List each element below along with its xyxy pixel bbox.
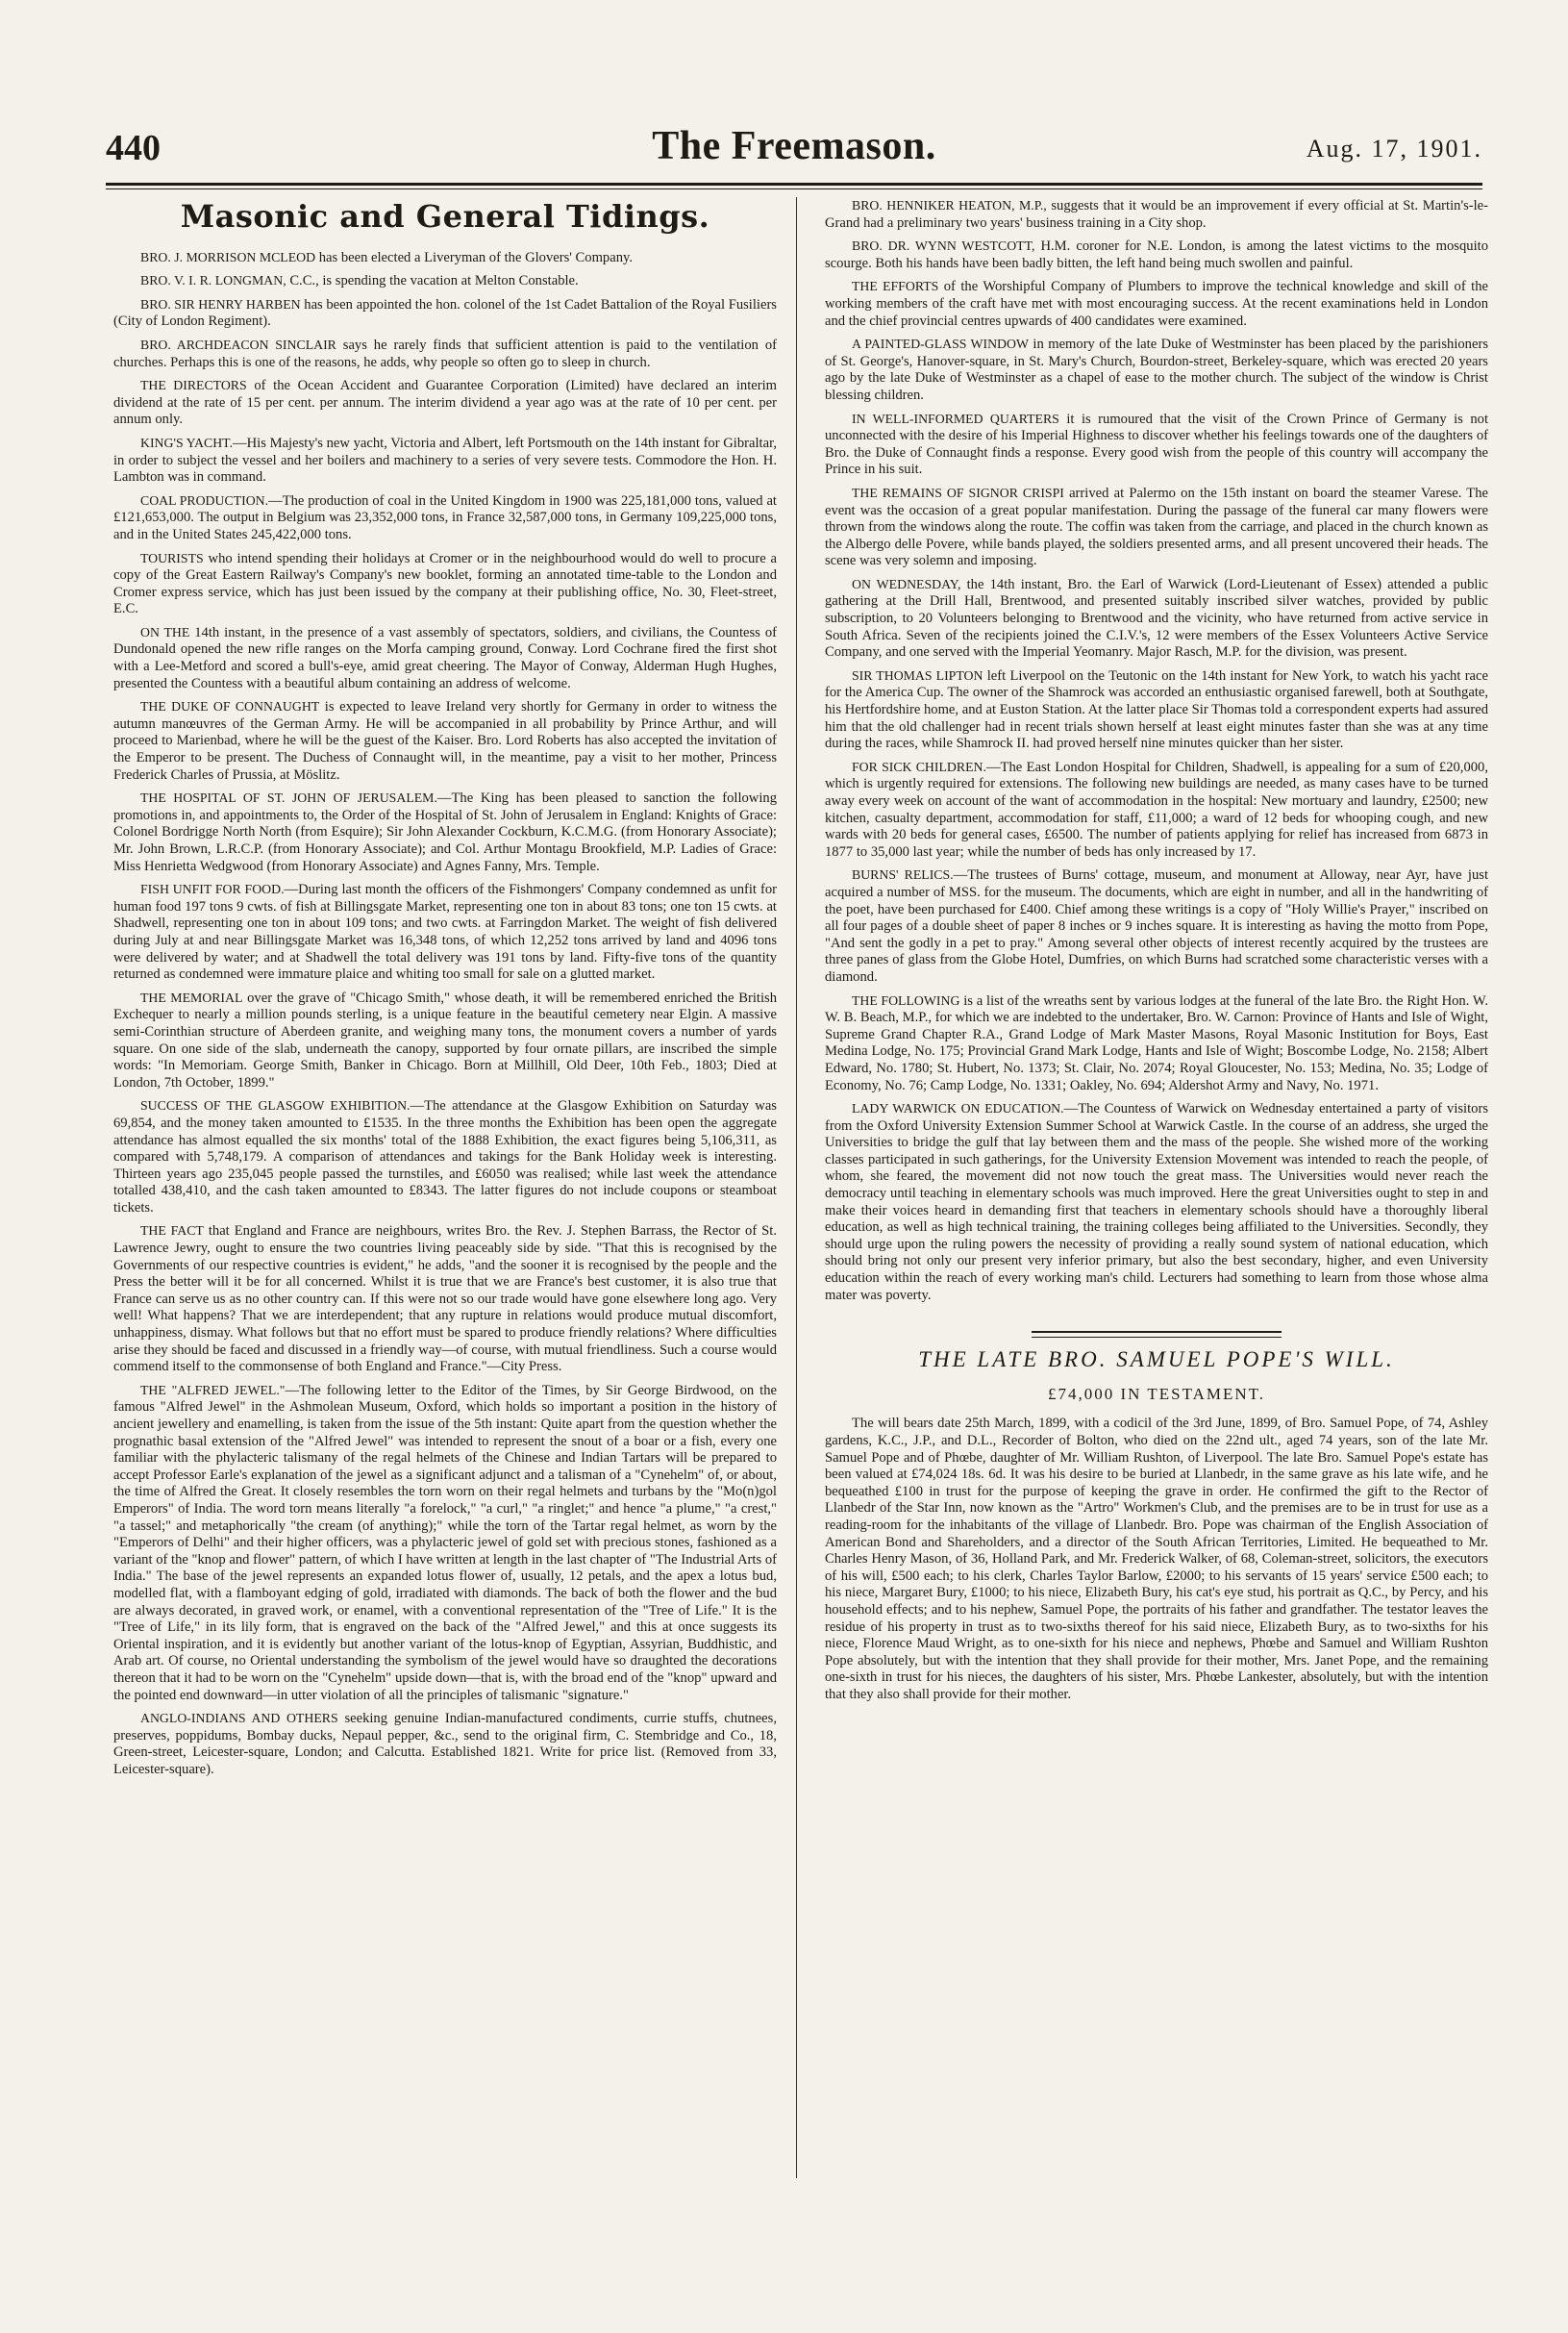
news-item-lead: ON WEDNESDAY,: [852, 576, 961, 591]
news-item: [825, 866, 1488, 986]
news-item: [113, 249, 777, 267]
article-separator: [1032, 1331, 1282, 1338]
news-item: [113, 990, 777, 1092]
news-item: [113, 698, 777, 784]
news-item-lead: BRO. J. MORRISON MCLEOD: [140, 249, 316, 264]
news-item-lead: THE REMAINS OF SIGNOR CRISPI: [852, 485, 1064, 500]
header-rule-thin: [106, 188, 1482, 189]
news-item: [825, 336, 1488, 404]
news-item-lead: THE HOSPITAL OF ST. JOHN OF JERUSALEM.: [140, 790, 437, 806]
news-item-lead: SUCCESS OF THE GLASGOW EXHIBITION.: [140, 1098, 411, 1114]
news-item-text: is a list of the wreaths sent by various lodges at the funeral of the late Bro. the Right Hon. W. W. B. Beach, M.P., for which we are indebted to the undertaker, Bro. W. Carnon: Province of Hants and Isle of Wight, Supreme Grand Chapter R.A., Grand Lodge of Mark Master Masons, Royal Masonic Institution for Boys, East Medina Lodge, No. 175; Provincial Grand Mark Lodge, Hants and Isle of Wight; Boscombe Lodge, No. 2158; Albert Edward, No. 1780; St. Hubert, No. 1373; St. Clair, No. 2074; Royal Gloucester, No. 153; Medina, No. 35; Lodge of Economy, No. 76; Camp Lodge, No. 1331; Oakley, No. 694; Aldershot Army and Navy, No. 1971.: [825, 992, 1488, 1093]
news-item-lead: THE "ALFRED JEWEL.": [140, 1382, 286, 1397]
news-item-lead: SIR THOMAS LIPTON: [852, 667, 983, 683]
section-heading: Masonic and General Tidings.: [180, 198, 710, 235]
news-item-lead: THE DIRECTORS: [140, 378, 247, 393]
news-item-text: —The production of coal in the United Kingdom in 1900 was 225,181,000 tons, valued at £121,653,000. The output in Belgium was 23,352,000 tons, in France 32,587,000 tons, in Germany 109,225,000 tons, and in the United States 245,422,000 tons.: [113, 492, 777, 542]
right-column-items: [825, 197, 1488, 1304]
news-item-text: —The Countess of Warwick on Wednesday entertained a party of visitors from the Oxford University Extension Summer School at Warwick Castle. In the course of an address, she urged the Universities to bridge the gulf that lay between them and the mass of the people. She wished more of the working classes participated in such gatherings, for the University Extension Movement was intended to reach the people, of whom, she feared, the movement did not now touch the great mass. The Universities would never reach the democracy until teaching in elementary schools was much improved. Here the great Universities ought to step in and make their voices heard in demanding first that teachers in elementary schools should have a thoroughly liberal education, as well as high technical training, the training colleges being affiliated to the Universities. Secondly, they should urge upon the ruling powers the necessity of providing a really sound system of national education, which should bring not only our present very inferior primary, but also the best secondary, higher, and even University education within the reach of every working man's child. Lecturers had something to learn from those whose alma mater was poverty.: [825, 1101, 1489, 1303]
news-item-lead: BRO. ARCHDEACON SINCLAIR: [140, 337, 336, 352]
news-item-lead: THE EFFORTS: [852, 279, 939, 294]
news-item-text: over the grave of "Chicago Smith," whose death, it will be remembered enriched the British Exchequer to nearly a million pounds sterling, is a unique feature in the beautiful cemetery near Elgin. A massive semi-Corinthian structure of Aberdeen granite, and weighing many tons, the monument covers a number of yards square. On one side of the slab, underneath the canopy, supported by four ornate pillars, are inscribed the simple words: "In Memoriam. George Smith, Banker in Chicago. Born at Millhill, Old Deer, 10th Feb., 1803; Died at London, 7th October, 1899.": [113, 990, 777, 1091]
news-item: [113, 790, 777, 875]
news-item-lead: BURNS' RELICS.: [852, 867, 954, 883]
news-item: [113, 337, 777, 371]
news-item-text: it is rumoured that the visit of the Crown Prince of Germany is not unconnected with the desire of his Imperial Highness to discover whether his feelings towards one of the daughters of Bro. the Duke of Connaught finds a response. Every good wish from the people of this country will accompany the Prince in his suit.: [825, 411, 1489, 478]
header-rule: [106, 183, 1482, 186]
news-item-lead: THE MEMORIAL: [140, 990, 243, 1005]
news-item-lead: A PAINTED-GLASS WINDOW: [852, 337, 1029, 352]
news-item: [825, 238, 1488, 272]
news-item: [825, 1100, 1488, 1304]
news-item-text: —During last month the officers of the Fishmongers' Company condemned as unfit for human food 197 tons 9 cwts. of fish at Billingsgate Market, representing one ton in about 83 tons; one ton 15 cwts. at Shadwell, representing one ton in about 109 tons; and two cwts. at Farringdon Market. The weight of fish delivered during July at and near Billingsgate Market was 16,348 tons, of which 12,252 tons arrived by land and 4096 tons were delivered by water; and at Shadwell the total delivery was 191 tons by land. Fifty-five tons of the quantity returned as condemned were immature plaice and whiting too small for sale on a glutted market.: [113, 882, 777, 983]
news-item-text: C.C., is spending the vacation at Melton Constable.: [286, 273, 579, 289]
news-item-text: H.M. coroner for N.E. London, is among the latest victims to the mosquito scourge. Both his hands have been badly bitten, the left hand being much swollen and painful.: [825, 238, 1488, 271]
page-number: 440: [106, 128, 161, 168]
news-item: [825, 576, 1488, 662]
news-item-lead: KING'S YACHT.: [140, 435, 234, 450]
left-column: [113, 197, 777, 1784]
news-item: [825, 411, 1488, 479]
news-item-text: of the Ocean Accident and Guarantee Corporation (Limited) have declared an interim dividend at the rate of 15 per cent. per annum. The interim dividend a year ago was at the rate of 10 per cent. per annum only.: [113, 378, 777, 428]
news-item: [825, 759, 1488, 862]
news-item: [113, 1710, 777, 1778]
news-item: [825, 485, 1488, 570]
news-item: [113, 296, 777, 331]
news-item-text: who intend spending their holidays at Cromer or in the neighbourhood would do well to procure a copy of the Great Eastern Railway's Company's new booklet, forming an annotated time-table to the London and Cromer express service, which has just been issued by the company at their publishing office, No. 30, Fleet-street, E.C.: [113, 550, 777, 617]
issue-date: Aug. 17, 1901.: [1306, 135, 1482, 163]
news-item-text: in memory of the late Duke of Westminster has been placed by the parishioners of St. George's, Hanover-square, in St. Mary's Church, Bourdon-street, Berkeley-square, which was erected 20 years ago by the late Duke of Westminster as a chapel of ease to the mother church. The subject of the window is Christ blessing children.: [825, 337, 1488, 403]
page-header: [106, 123, 1482, 190]
news-item: [113, 272, 777, 290]
news-item-lead: BRO. HENNIKER HEATON, M.P.,: [852, 198, 1047, 213]
news-item: [113, 550, 777, 618]
news-item-lead: BRO. DR. WYNN WESTCOTT,: [852, 238, 1035, 254]
news-item-text: —The King has been pleased to sanction the following promotions in, and appointments to, the Order of the Hospital of St. John of Jerusalem in England: Knights of Grace: Colonel Bordrigge North North (from Esquire); Sir John Alexander Cockburn, K.C.M.G. (from Honorary Associate); Mr. John Brown, L.R.C.P. (from Honorary Associate); and Col. Arthur Montagu Brookfield, M.P. Ladies of Grace: Miss Henrietta Wedgwood (from Honorary Associate) and Agnes Fanny, Mrs. Temple.: [113, 790, 777, 874]
news-item-text: left Liverpool on the Teutonic on the 14th instant for New York, to watch his yacht race for the America Cup. The owner of the Shamrock was accorded an enthusiastic organised farewell, both at Southgate, his Hertfordshire home, and at Euston Station. At the latter place Sir Thomas told a correspondent experts had assured him that the old challenger had in recent trials shown herself at least eight minutes faster than she was at any time during the races, while Shamrock II. had proved herself nine minutes quicker than her sister.: [825, 667, 1488, 752]
news-item: [113, 624, 777, 692]
article-title: THE LATE BRO. SAMUEL POPE'S WILL.: [918, 1347, 1395, 1372]
news-item: [113, 881, 777, 984]
news-item: [825, 278, 1488, 330]
news-item-text: —His Majesty's new yacht, Victoria and Albert, left Portsmouth on the 14th instant for Gibraltar, in order to subject the vessel and her boilers and machinery to a series of very severe tests. Commodore the Hon. H. Lambton was in command.: [113, 435, 778, 486]
news-item-text: the 14th instant, Bro. the Earl of Warwick (Lord-Lieutenant of Essex) attended a public gathering at the Drill Hall, Brentwood, and presented suitably inscribed silver watches, provided by public subscription, to 20 Volunteers belonging to Brentwood and the vicinity, who have returned from active service in South Africa. Seven of the recipients joined the C.I.V.'s, 12 were members of the Essex Volunteers Active Service Company, and one served with the Imperial Yeomanry. Major Rasch, M.P. for the division, was present.: [825, 576, 1489, 661]
article-body: The will bears date 25th March, 1899, with a codicil of the 3rd June, 1899, of Bro. Samuel Pope, of 74, Ashley gardens, K.C., J.P., and D.L., Recorder of Bolton, who died on the 22nd ult., aged 74 years, son of the late Mr. Samuel Pope and of Phœbe, daughter of Mr. William Rushton, of Liverpool. The late Bro. Samuel Pope's estate has been valued at £74,024 18s. 6d. It was his desire to be buried at Llanbedr, in the same grave as his late wife, and he bequeathed £100 in trust for the purpose of keeping the grave in order. He confirmed the gift to the Rector of Llanbedr of the Star Inn, now known as the "Artro" Workmen's Club, and the premises are to be in trust for use as a reading-room for the inhabitants of the village of Llanbedr. Bro. Pope was chairman of the English Association of American Bond and Shareholders, and a director of the South African Territories, Limited. He bequeathed to Mr. Charles Henry Mason, of 36, Holland Park, and Mr. Frederick Walker, of 68, Coleman-street, solicitors, the executors of his will, £500 each; to his clerk, Charles Taylor Barlow, £2000; to his servants of 15 years' service £500 each; to his niece, Margaret Bury, £1000; to his niece, Elizabeth Bury, his cat's eye stud, his portrait as Q.C., by Percy, and his household effects; and to his nephew, Samuel Pope, the portraits of his father and grandfather. The testator leaves the residue of his property in trust as to two-sixths thereof for his said niece, Elizabeth Bury, as to two-sixths for his niece, Florence Maud Wright, as to one-sixth for his niece and nephews, Phœbe and Samuel and William Rushton Pope absolutely, but with the intention that they shall provide for their mother, Mrs. Janet Pope, and the remaining one-sixth in trust for his nieces, the daughters of his sister, Mrs. Phœbe Lankester, absolutely, but with the intention that they also shall provide for their mother.: [825, 1416, 1488, 1702]
news-item: [113, 1382, 777, 1704]
news-item-lead: THE FACT: [140, 1223, 204, 1239]
news-item-lead: BRO. V. I. R. LONGMAN,: [140, 273, 286, 288]
news-item-text: seeking genuine Indian-manufactured condiments, currie stuffs, chutnees, preserves, poppidums, Bombay ducks, Nepaul pepper, &c., send to the original firm, C. Stembridge and Co., 18, Green-street, Leicester-square, London; and Calcutta. Established 1821. Write for price list. (Removed from 33, Leicester-square).: [113, 1711, 777, 1777]
news-item-lead: FOR SICK CHILDREN.: [852, 759, 986, 774]
news-item-lead: IN WELL-INFORMED QUARTERS: [852, 411, 1059, 426]
news-item: [825, 667, 1488, 753]
news-item-text: of the Worshipful Company of Plumbers to improve the technical knowledge and skill of the working members of the craft have met with most encouraging success. At the recent examinations held in London and the chief provincial centres upwards of 400 candidates were examined.: [825, 279, 1488, 329]
publication-title: The Freemason.: [652, 124, 936, 168]
news-item-lead: FISH UNFIT FOR FOOD.: [140, 882, 285, 897]
news-item-text: that England and France are neighbours, writes Bro. the Rev. J. Stephen Barrass, the Rector of St. Lawrence Jewry, ought to ensure the two countries living peaceably side by side. "That this is recognised by the Governments of our respective countries is evident," he adds, "and the sooner it is recognised by the people and the Press the better will it be for all concerned. Whilst it is true that we are France's best customer, it is also true that France can serve us as no other country can. If this were not so our trade would have gone elsewhere long ago. Very well! What happens? That we are interdependent; that any rupture in relations would produce mutual discomfort, unhappiness, dismay. What follows but that no effort must be spared to produce friendly relations? Where difficulties arise they should be faced and discussed in a friendly way—of course, with mutual friendliness. Such a course would commend itself to the commonsense of both England and France."—City Press.: [113, 1223, 777, 1375]
news-item: [825, 197, 1488, 232]
news-item-text: arrived at Palermo on the 15th instant on board the steamer Varese. The event was the occasion of a great popular manifestation. During the passage of the funeral car many flowers were thrown from the windows along the route. The coffin was taken from the carriage, and placed in the church known as the Albergo delle Povere, while bands played, the soldiers presented arms, and all present uncovered their heads. The scene was very solemn and imposing.: [825, 485, 1488, 569]
news-item-text: suggests that it would be an improvement if every official at St. Martin's-le-Grand had a preliminary two years' business training in a City shop.: [825, 198, 1489, 231]
news-item: [825, 992, 1488, 1095]
news-item: [113, 435, 777, 487]
right-column: [825, 197, 1488, 1710]
news-item: [113, 492, 777, 544]
article-subtitle: £74,000 IN TESTAMENT.: [1047, 1384, 1266, 1403]
news-item: [113, 1222, 777, 1375]
news-item: [113, 377, 777, 429]
news-item-lead: ON THE: [140, 624, 190, 640]
news-item-text: has been appointed the hon. colonel of the 1st Cadet Battalion of the Royal Fusiliers (City of London Regiment).: [113, 296, 777, 330]
news-item-text: 14th instant, in the presence of a vast assembly of spectators, soldiers, and civilians, the Countess of Dundonald opened the new rifle ranges on the Morfa camping ground, Conway. Lord Cochrane fired the first shot with a Lee-Metford and scored a bull's-eye, amid great cheering. The Mayor of Conway, Alderman Hugh Hughes, presented the Countess with a beautiful album containing an address of welcome.: [113, 624, 777, 691]
news-item-lead: COAL PRODUCTION.: [140, 492, 269, 508]
news-item-text: —The trustees of Burns' cottage, museum, and monument at Alloway, near Ayr, have just acquired a number of MSS. for the museum. The documents, which are eight in number, and all in the handwriting of the poet, have been purchased for £400. Chief among these writings is a copy of "Holy Willie's Prayer," inscribed on all four pages of a double sheet of paper 8 inches or 9 inches square. It is interesting as having the motto from Pope, "And sent the godly in a pet to pray." Among several other objects of interest recently acquired by the trustees are three panes of glass from the Globe Hotel, Dumfries, on which Burns had scratched some characteristic verses with a diamond.: [825, 867, 1489, 985]
news-item-text: —The following letter to the Editor of the Times, by Sir George Birdwood, on the famous "Alfred Jewel" in the Ashmolean Museum, Oxford, which holds so important a position in the history of ancient jewellery and enamelling, is taken from the issue of the 5th instant: Quite apart from the question whether the prognathic basal extension of the "Alfred Jewel" was intended to represent the snout of a boar or a fish, every one familiar with the phylacteric talismany of the regal helmets of the Chinese and Indian Tartars will be prepared to accept Professor Earle's explanation of the jewel as a significant adjunct and a talisman of a "Cynehelm" of, or about, the time of Alfred the Great. It closely resembles the torn worn on their regal helmets and turbans by the "Mo(n)gol Emperors" of India. The word torn means literally "a forelock," "a curl," "a ringlet;" and hence "a plume," "a crest," "a tassel;" and metaphorically "the cream (of anything);" while the torn of the Tartar regal helmet, as worn by the "Emperors of Delhi" and their higher officers, was a phylacteric jewel of gold set with precious stones, fashioned as a variant of the "knop and flower" pattern, of which I have written at length in the last chapter of "The Industrial Arts of India." The base of the jewel represents an expanded lotus flower of, usually, 12 petals, and the apex a lotus bud, modelled flat, with a flamboyant edging of gold, irradiated with diamonds. The back of both the flower and the bud are always decorated, in graved work, or enamel, with a conventional representation of the "Tree of Life." It is the "Tree of Life," in its lily form, that is engraved on the back of the "Alfred Jewel," and this at once suggests its Oriental inspiration, and it is evidently but another variant of the lotus-knop of Egyptian, Assyrian, Buddhistic, and Arab art. Of course, no Oriental understanding the symbolism of the jewel would have so draughted the decorations thereon that it had to be worn on the "Cynehelm" upside down—that is, with the broad end of the "knop" upward and the pointed end downward—in utter violation of all the principles of talismanic "signature.": [113, 1382, 777, 1703]
news-item-lead: LADY WARWICK ON EDUCATION.: [852, 1101, 1064, 1116]
news-item-text: says he rarely finds that sufficient attention is paid to the ventilation of churches. Perhaps this is one of the reasons, he adds, why people so often go to sleep in church.: [113, 337, 777, 370]
news-item-lead: BRO. SIR HENRY HARBEN: [140, 296, 301, 312]
column-divider: [796, 197, 797, 2178]
news-item-text: is expected to leave Ireland very shortly for Germany in order to witness the autumn manœuvres of the German Army. He will be accompanied in all probability by Prince Arthur, and will proceed to Marienbad, where he will be the guest of the Kaiser. Bro. Lord Roberts has also accepted the invitation of the Emperor to be present. The Duchess of Connaught will, in the meantime, pay a visit to her mother, Princess Frederick Charles of Prussia, at Möslitz.: [113, 699, 778, 783]
news-item-text: —The attendance at the Glasgow Exhibition on Saturday was 69,854, and the money taken amounted to £1535. In the three months the Exhibition has been open the aggregate attendance has almost equalled the six months' total of the 1888 Exhibition, the exact figures being 5,106,311, as compared with 5,748,179. A comparison of attendances and takings for the Bank Holiday week is interesting. Thirteen years ago 235,045 people passed the turnstiles, and £6050 was realised; while last week the attendance totalled 438,410, and the cash taken amounted to £8343. The latter figures do not include coupons or steamboat tickets.: [113, 1098, 777, 1216]
news-item: [113, 1097, 777, 1217]
news-item-lead: THE DUKE OF CONNAUGHT: [140, 699, 320, 715]
news-item-lead: TOURISTS: [140, 550, 204, 565]
news-item-text: —The East London Hospital for Children, Shadwell, is appealing for a sum of £20,000, which is urgently required for extensions. The following new buildings are needed, as many cases have to be turned away every week on account of the want of accommodation in the hospital: New mortuary and laundry, £2500; new kitchen, casualty department, accommodation for staff, £11,000; a ward of 12 beds for whooping cough, and new wards with 20 beds for general cases, £6500. The number of patients applying for relief has increased from 6873 in 1877 to 35,000 last year; while the number of beds has only increased by 17.: [825, 759, 1488, 860]
news-item-lead: ANGLO-INDIANS AND OTHERS: [140, 1711, 338, 1726]
news-item-text: has been elected a Liveryman of the Glovers' Company.: [315, 249, 634, 265]
news-item-lead: THE FOLLOWING: [852, 992, 960, 1008]
